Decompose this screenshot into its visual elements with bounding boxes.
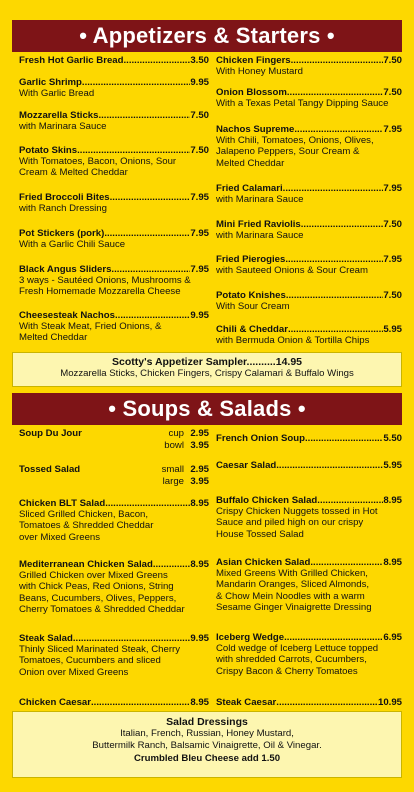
dot-leader (317, 495, 383, 506)
menu-item-sized (19, 464, 209, 487)
menu-item-heading (19, 559, 209, 570)
menu-item-price: 7.95 (190, 228, 209, 239)
menu-item-price: 7.50 (383, 55, 402, 66)
menu-item-name: Chicken Caesar (19, 697, 91, 708)
menu-item-price: 8.95 (190, 559, 209, 570)
menu-item-description: over Mixed Greens (19, 531, 101, 543)
menu-item-description: with Sauteed Onions & Sour Cream (216, 265, 368, 277)
menu-item-price: 10.95 (377, 697, 402, 708)
menu-item-description: Onion over Mixed Greens (19, 666, 129, 678)
dressings-box (12, 711, 402, 778)
dressings-line: Buttermilk Ranch, Balsamic Vinaigrette, Oil & Vinegar. (92, 740, 322, 751)
dressings-extra: Crumbled Bleu Cheese add 1.50 (133, 753, 281, 764)
menu-item-name: Mini Fried Raviolis (216, 219, 301, 230)
menu-item-description: with Bermuda Onion & Tortilla Chips (216, 335, 370, 347)
menu-item-price: 8.95 (383, 495, 402, 506)
menu-item-name: Chili & Cheddar (216, 324, 288, 335)
menu-item-heading (216, 632, 402, 643)
size-option-row (19, 440, 209, 452)
menu-item-price: 6.95 (383, 632, 402, 643)
menu-item-heading (19, 697, 209, 708)
menu-item-description: Fresh Homemade Mozzarella Cheese (19, 286, 181, 298)
soups-left-column (19, 0, 215, 792)
size-option (162, 464, 209, 476)
dot-leader (310, 557, 383, 568)
menu-item (216, 632, 402, 677)
menu-item-description: Cherry Tomatoes & Shredded Cheddar (19, 603, 185, 615)
menu-item-description: With Tomatoes, Bacon, Onions, Sour (19, 156, 177, 168)
menu-item-price: 7.95 (190, 192, 209, 203)
menu-item-description: 3 ways - Sautéed Onions, Mushrooms & (19, 275, 191, 287)
size-option-row (19, 428, 209, 440)
dot-leader (276, 697, 378, 708)
menu-item-heading (216, 433, 402, 444)
menu-item-heading (19, 633, 209, 644)
menu-item-description: With Sour Cream (216, 301, 290, 313)
menu-item-heading (216, 697, 402, 708)
menu-item-description: Mixed Greens With Grilled Chicken, (216, 568, 368, 580)
menu-item-description: Beans, Cucumbers, Olives, Peppers, (19, 592, 177, 604)
dot-leader (276, 460, 383, 471)
menu-item-description: Melted Cheddar (19, 332, 88, 344)
size-label: large (162, 475, 184, 487)
menu-item-description: & Chow Mein Noodles with a warm (216, 590, 365, 602)
menu-item-description: Grilled Chicken over Mixed Greens (19, 570, 168, 582)
menu-item-description: With a Texas Petal Tangy Dipping Sauce (216, 98, 389, 110)
dot-leader (73, 633, 190, 644)
menu-item-name: Buffalo Chicken Salad (216, 495, 318, 506)
menu-item-name: Cheesesteak Nachos (19, 310, 115, 321)
size-price: 3.95 (187, 475, 209, 487)
menu-item-name: Fried Pierogies (216, 254, 286, 265)
menu-item (216, 460, 402, 471)
menu-item-name: Soup Du Jour (19, 428, 82, 439)
menu-item-name: Chicken Fingers (216, 55, 291, 66)
menu-item (216, 495, 402, 540)
menu-item (19, 498, 209, 543)
size-price: 3.95 (187, 439, 209, 451)
menu-item-description: Tomatoes, Cucumbers and sliced (19, 655, 161, 667)
dressings-title: Salad Dressings (166, 716, 248, 728)
menu-item-name: Steak Salad (19, 633, 73, 644)
menu-item-description: House Tossed Salad (216, 528, 304, 540)
menu-item-price: 7.95 (190, 264, 209, 275)
menu-item-name: Chicken BLT Salad (19, 498, 106, 509)
dressings-line: Italian, French, Russian, Honey Mustard, (120, 728, 294, 739)
menu-item-price: 7.50 (383, 219, 402, 230)
size-option (163, 476, 209, 488)
menu-item-name: Fried Calamari (216, 183, 283, 194)
menu-item-price: 5.95 (383, 324, 402, 335)
menu-item-description: Crispy Chicken Nuggets tossed in Hot (216, 506, 378, 518)
menu-item (216, 433, 402, 444)
menu-item-price: 7.50 (190, 145, 209, 156)
menu-item-name: French Onion Soup (216, 433, 306, 444)
sampler-description: Mozzarella Sticks, Chicken Fingers, Crispy Calamari & Buffalo Wings (60, 368, 354, 379)
soups-heading: • Soups & Salads • (12, 393, 402, 425)
menu-item-description: Crispy Bacon & Cherry Tomatoes (216, 665, 358, 677)
menu-item-description: Sesame Ginger Vinaigrette Dressing (216, 601, 372, 613)
menu-item-price: 9.95 (190, 77, 209, 88)
size-option-row (19, 464, 209, 476)
menu-item (19, 633, 209, 678)
menu-item-name: Tossed Salad (19, 464, 81, 475)
sampler-title: Scotty's Appetizer Sampler..........14.95 (111, 356, 302, 368)
menu-item-price: 8.95 (190, 498, 209, 509)
menu-item-price: 7.50 (190, 110, 209, 121)
dot-leader (153, 559, 190, 570)
menu-item-price: 7.50 (383, 290, 402, 301)
menu-item-description: Cream & Melted Cheddar (19, 167, 128, 179)
menu-item-price: 9.95 (190, 310, 209, 321)
appetizers-heading: • Appetizers & Starters • (12, 20, 402, 52)
menu-item-description: with Ranch Dressing (19, 203, 107, 215)
menu-item-name: Pot Stickers (pork) (19, 228, 105, 239)
menu-item-sized (19, 428, 209, 451)
dot-leader (284, 632, 383, 643)
size-price: 2.95 (187, 464, 209, 475)
menu-item-name: Mediterranean Chicken Salad (19, 559, 153, 570)
size-label: cup (168, 428, 184, 439)
menu-item-description: Cold wedge of Iceberg Lettuce topped (216, 643, 379, 655)
menu-item-description: Sauce and piled high on our crispy (216, 517, 364, 529)
menu-item-description: with shredded Carrots, Cucumbers, (216, 654, 367, 666)
soups-right-column (216, 0, 412, 792)
menu-item (19, 559, 209, 615)
menu-item-name: Potato Knishes (216, 290, 286, 301)
menu-item-description: With Chili, Tomatoes, Onions, Olives, (216, 135, 374, 147)
menu-item-price: 5.95 (383, 460, 402, 471)
menu-item-description: With a Garlic Chili Sauce (19, 239, 126, 251)
menu-item-price: 3.50 (190, 55, 209, 66)
menu-item-name: Fried Broccoli Bites (19, 192, 110, 203)
menu-item (216, 557, 402, 613)
menu-item-name: Steak Caesar (216, 697, 277, 708)
menu-item-name: Garlic Shrimp (19, 77, 82, 88)
menu-item-name: Black Angus Sliders (19, 264, 112, 275)
size-label: bowl (164, 439, 184, 451)
size-option (169, 428, 209, 440)
menu-item-description: Thinly Sliced Marinated Steak, Cherry (19, 644, 181, 656)
menu-item-price: 7.95 (383, 254, 402, 265)
menu-item-price: 7.50 (383, 87, 402, 98)
menu-item-description: Sliced Grilled Chicken, Bacon, (19, 509, 149, 521)
menu-item-name: Nachos Supreme (216, 124, 295, 135)
menu-item-name: Caesar Salad (216, 460, 277, 471)
dot-leader (305, 433, 383, 444)
menu-item-name: Asian Chicken Salad (216, 557, 311, 568)
menu-item-heading (216, 557, 402, 568)
menu-item-heading (19, 498, 209, 509)
menu-item-description: with Marinara Sauce (216, 230, 304, 242)
menu-item-heading (216, 460, 402, 471)
menu-item-price: 5.50 (383, 433, 402, 444)
menu-item-description: Melted Cheddar (216, 157, 285, 169)
menu-item-description: with Chick Peas, Red Onions, String (19, 581, 174, 593)
menu-item-description: with Marinara Sauce (19, 121, 107, 133)
size-label: small (161, 464, 184, 475)
menu-item-description: With Steak Meat, Fried Onions, & (19, 321, 162, 333)
menu-item-description: With Garlic Bread (19, 88, 95, 100)
size-option-row (19, 476, 209, 488)
dot-leader (91, 697, 190, 708)
menu-item-price: 9.95 (190, 633, 209, 644)
menu-item-description: Tomatoes & Shredded Cheddar (19, 520, 154, 532)
size-price: 2.95 (187, 428, 209, 439)
menu-item-name: Potato Skins (19, 145, 78, 156)
menu-item (216, 697, 402, 708)
menu-item-name: Mozzarella Sticks (19, 110, 99, 121)
menu-item-price: 8.95 (383, 557, 402, 568)
menu-item-name: Onion Blossom (216, 87, 287, 98)
menu-item-description: Mandarin Oranges, Sliced Almonds, (216, 579, 370, 591)
menu-item (19, 697, 209, 708)
menu-item-heading (216, 495, 402, 506)
dot-leader (105, 498, 190, 509)
menu-item-name: Iceberg Wedge (216, 632, 285, 643)
menu-item-price: 7.95 (383, 183, 402, 194)
menu-item-name: Fresh Hot Garlic Bread (19, 55, 124, 66)
size-option (164, 440, 209, 452)
menu-item-description: with Marinara Sauce (216, 194, 304, 206)
menu-item-description: Jalapeno Peppers, Sour Cream & (216, 146, 360, 158)
menu-item-description: With Honey Mustard (216, 66, 303, 78)
menu-item-price: 8.95 (190, 697, 209, 708)
menu-item-price: 7.95 (383, 124, 402, 135)
